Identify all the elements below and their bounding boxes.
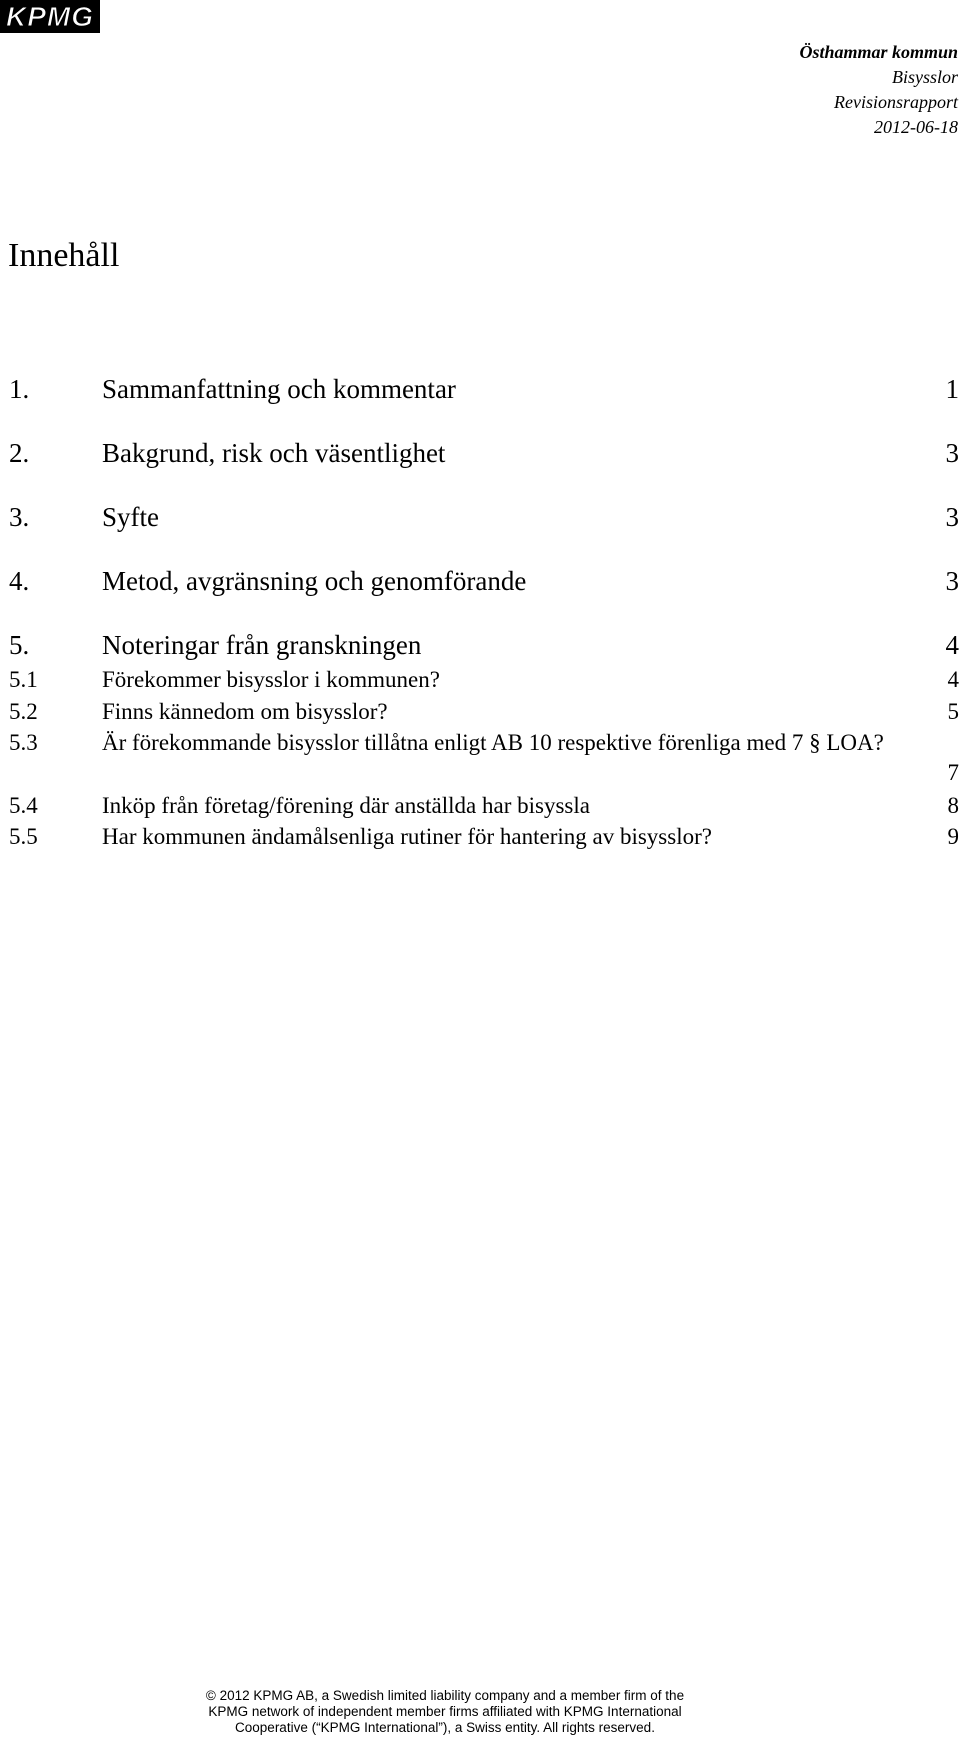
toc-entry-label: Har kommunen ändamålsenliga rutiner för hantering av bisysslor? (102, 824, 712, 849)
toc-entry-page: 3 (945, 502, 959, 532)
header-date: 2012-06-18 (874, 117, 958, 137)
toc-entry-page: 3 (945, 566, 959, 596)
toc-entry[interactable] (9, 372, 959, 406)
toc-subentry[interactable] (9, 697, 959, 727)
toc-entry-page: 7 (947, 760, 959, 785)
toc-entry-page: 4 (945, 630, 959, 660)
toc-entry-number: 5. (9, 630, 30, 660)
kpmg-logo-text: KPMG (6, 0, 94, 32)
toc-entry-page: 5 (947, 699, 959, 724)
toc-entry-number: 5.1 (9, 667, 38, 692)
toc-entry-number: 2. (9, 438, 30, 468)
toc-entry-page: 9 (947, 824, 959, 849)
toc-title: Innehåll (8, 237, 120, 274)
footer-line: KPMG network of independent member firms affiliated with KPMG International (208, 1704, 682, 1719)
toc-entry-number: 3. (9, 502, 30, 532)
toc-entry[interactable] (9, 436, 959, 470)
toc-entry-label: Inköp från företag/förening där anställda har bisyssla (102, 793, 590, 818)
toc-entry[interactable] (9, 500, 959, 534)
header-subject: Bisysslor (891, 67, 958, 87)
toc-entry-label: Metod, avgränsning och genomförande (102, 566, 527, 596)
toc-entry-page: 1 (945, 374, 959, 404)
header-report-type: Revisionsrapport (834, 92, 958, 112)
footer-line: Cooperative (“KPMG International”), a Swiss entity. All rights reserved. (235, 1720, 655, 1735)
toc-subentry[interactable] (9, 728, 959, 790)
toc-subentry[interactable] (9, 822, 959, 852)
footer-line: © 2012 KPMG AB, a Swedish limited liability company and a member firm of the (205, 1688, 685, 1703)
toc-entry[interactable] (9, 628, 959, 662)
header-organization: Östhammar kommun (799, 42, 958, 62)
toc-entry-number: 5.4 (9, 793, 38, 818)
toc-entry-page: 4 (947, 667, 959, 692)
toc-entry-number: 1. (9, 374, 30, 404)
toc-entry-number: 4. (9, 566, 30, 596)
toc-entry-label: Sammanfattning och kommentar (102, 374, 456, 404)
toc-subentry[interactable] (9, 665, 959, 695)
toc-subentry[interactable] (9, 791, 959, 821)
toc-entry-number: 5.5 (9, 824, 38, 849)
toc-entry-label: Noteringar från granskningen (102, 630, 422, 660)
copyright-footer (195, 1688, 695, 1736)
toc-entry-page: 3 (945, 438, 959, 468)
toc-entry-page: 8 (947, 793, 959, 818)
toc-entry[interactable] (9, 564, 959, 598)
toc-entry-label: Syfte (102, 502, 159, 532)
toc-entry-label: Förekommer bisysslor i kommunen? (102, 667, 440, 692)
toc-entry-label: Är förekommande bisysslor tillåtna enligt AB 10 respektive förenliga med 7 § LOA? (102, 730, 884, 755)
toc-entry-number: 5.3 (9, 730, 38, 755)
toc-entry-label: Bakgrund, risk och väsentlighet (102, 438, 446, 468)
toc-entry-label: Finns kännedom om bisysslor? (102, 699, 388, 724)
toc-entry-number: 5.2 (9, 699, 38, 724)
